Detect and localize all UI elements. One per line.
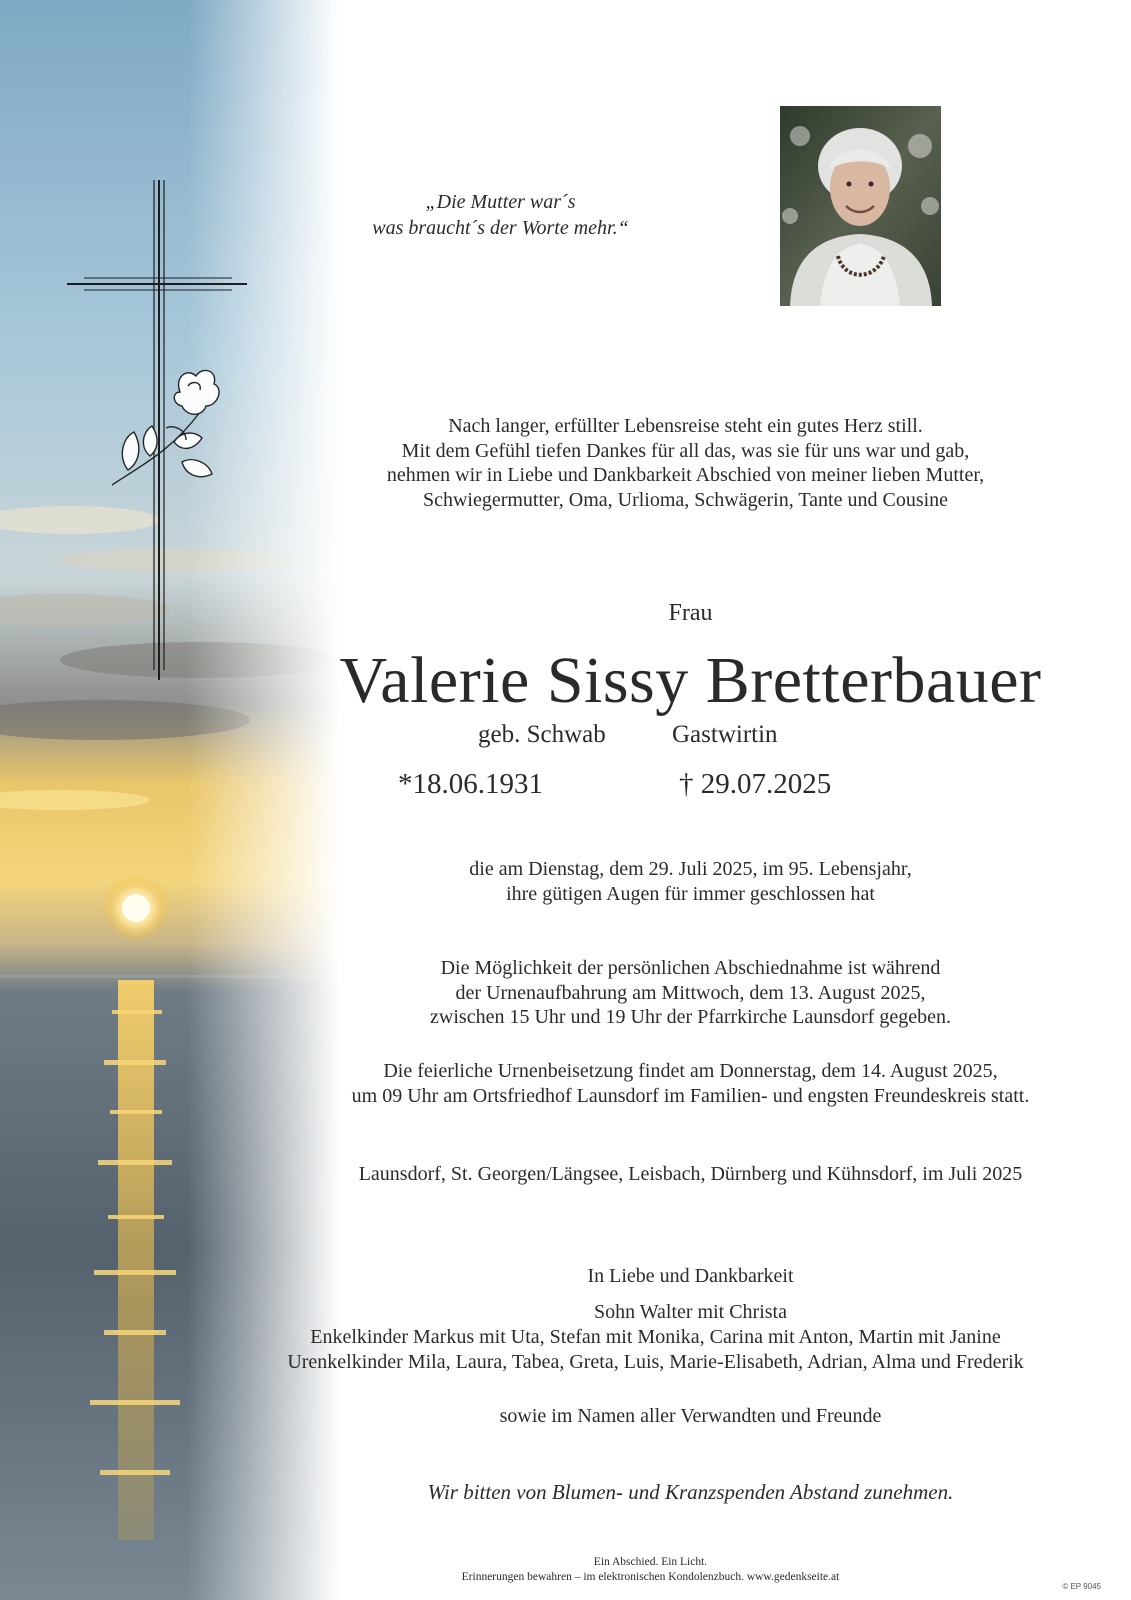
intro-line-4: Schwiegermutter, Oma, Urlioma, Schwägerin, Tante und Cousine: [422, 488, 949, 511]
death-notice-line-2: ihre gütigen Augen für immer geschlossen hat: [506, 882, 875, 905]
farewell-line-2: der Urnenaufbahrung am Mittwoch, dem 13. August 2025,: [455, 981, 926, 1004]
intro-line-3: nehmen wir in Liebe und Dankbarkeit Abschied von meiner lieben Mutter,: [386, 464, 985, 486]
place-date: Launsdorf, St. Georgen/Längsee, Leisbach, Dürnberg und Kühnsdorf, im Juli 2025: [358, 1163, 1023, 1185]
burial-line-1: Die feierliche Urnenbeisetzung findet am Donnerstag, dem 14. August 2025,: [383, 1060, 998, 1082]
cross-with-rose-icon: [62, 180, 252, 680]
intro-line-2: Mit dem Gefühl tiefen Dankes für all das, was sie für uns war und gab,: [401, 439, 970, 462]
death-notice-line-1: die am Dienstag, dem 29. Juli 2025, im 95. Lebensjahr,: [469, 858, 912, 880]
mourners-line-3: Urenkelkinder Mila, Laura, Tabea, Greta, Luis, Marie-Elisabeth, Adrian, Alma und Frederik: [287, 1351, 1024, 1373]
salutation: Frau: [668, 600, 713, 626]
template-code: © EP 9045: [1062, 1582, 1101, 1591]
farewell-line-3: zwischen 15 Uhr und 19 Uhr der Pfarrkirche Launsdorf gegeben.: [430, 1006, 951, 1028]
birth-date: *18.06.1931: [398, 768, 543, 800]
footer-line-1: Ein Abschied. Ein Licht.: [593, 1556, 708, 1568]
mourners-intro: In Liebe und Dankbarkeit: [587, 1265, 794, 1287]
farewell-line-1: Die Möglichkeit der persönlichen Abschiednahme ist während: [440, 957, 941, 979]
quote-line-2: was braucht´s der Worte mehr.“: [372, 217, 629, 239]
portrait-photo: [780, 106, 941, 306]
death-date: † 29.07.2025: [679, 768, 832, 800]
deceased-name: Valerie Sissy Bretterbauer: [339, 644, 1042, 717]
mourners-line-1: Sohn Walter mit Christa: [593, 1301, 787, 1323]
intro-line-1: Nach langer, erfüllter Lebensreise steht ein gutes Herz still.: [448, 415, 923, 437]
burial-line-2: um 09 Uhr am Ortsfriedhof Launsdorf im Familien- und engsten Freundeskreis statt.: [351, 1084, 1030, 1107]
profession: Gastwirtin: [672, 721, 778, 748]
born-name: geb. Schwab: [478, 721, 606, 748]
footer-line-2: Erinnerungen bewahren – im elektronischen Kondolenzbuch. www.gedenkseite.at: [461, 1571, 840, 1583]
mourners-line-2: Enkelkinder Markus mit Uta, Stefan mit Monika, Carina mit Anton, Martin mit Janine: [310, 1326, 1001, 1348]
mourners-line-4: sowie im Namen aller Verwandten und Freunde: [499, 1405, 882, 1427]
flower-request: Wir bitten von Blumen- und Kranzspenden Abstand zunehmen.: [427, 1480, 954, 1504]
quote-line-1: „Die Mutter war´s: [425, 191, 576, 213]
